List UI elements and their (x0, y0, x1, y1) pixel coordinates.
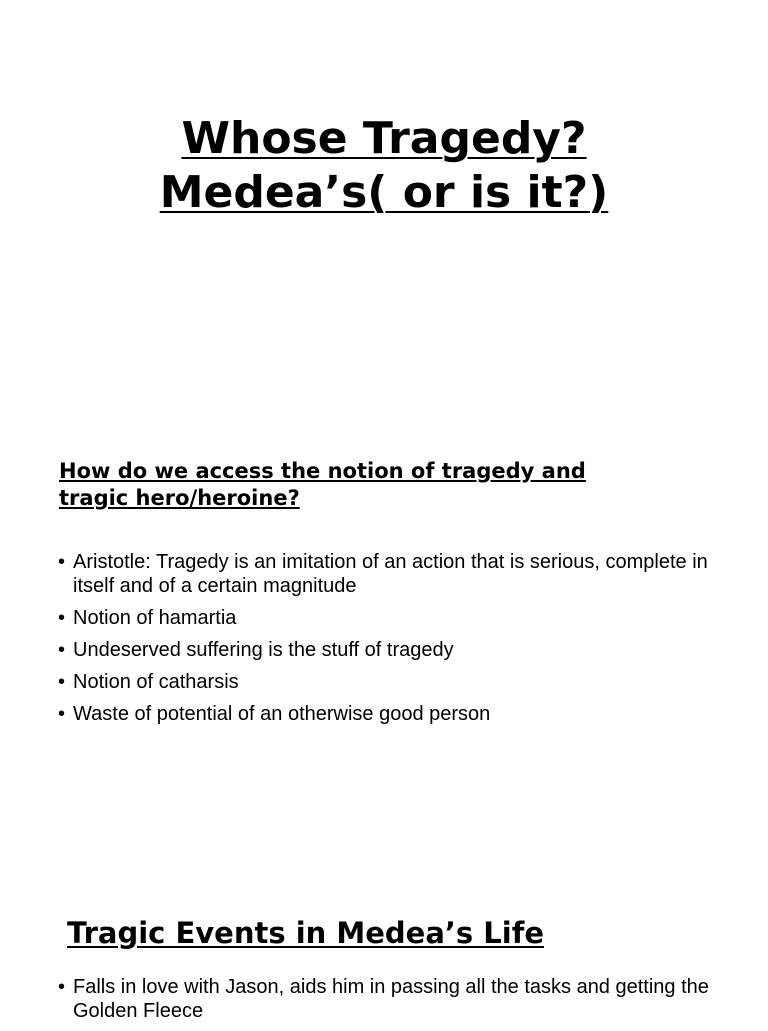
bullet-item: • Notion of catharsis (58, 670, 723, 694)
section-heading-tragedy-notion (59, 458, 709, 512)
bullet-item: • Aristotle: Tragedy is an imitation of an action that is serious, complete in itself and of a certain magnitude (58, 550, 723, 598)
section-heading-text: Tragic Events in Medea’s Life (67, 916, 544, 950)
title-line-2: Medea’s( or is it?) (159, 167, 609, 218)
slide-title (0, 112, 768, 220)
section-heading-tragic-events (67, 913, 544, 953)
tragedy-bullet-list (58, 550, 723, 734)
title-line-1: Whose Tragedy? (181, 113, 587, 164)
bullet-item: • Falls in love with Jason, aids him in passing all the tasks and getting the Golden Fleece (58, 975, 723, 1023)
bullet-item: • Waste of potential of an otherwise good person (58, 702, 723, 726)
bullet-item: • Notion of hamartia (58, 606, 723, 630)
bullet-item: • Undeserved suffering is the stuff of tragedy (58, 638, 723, 662)
section-heading-line-2: tragic hero/heroine? (59, 486, 300, 510)
section-heading-line-1: How do we access the notion of tragedy and (59, 459, 586, 483)
events-bullet-list (58, 975, 723, 1031)
